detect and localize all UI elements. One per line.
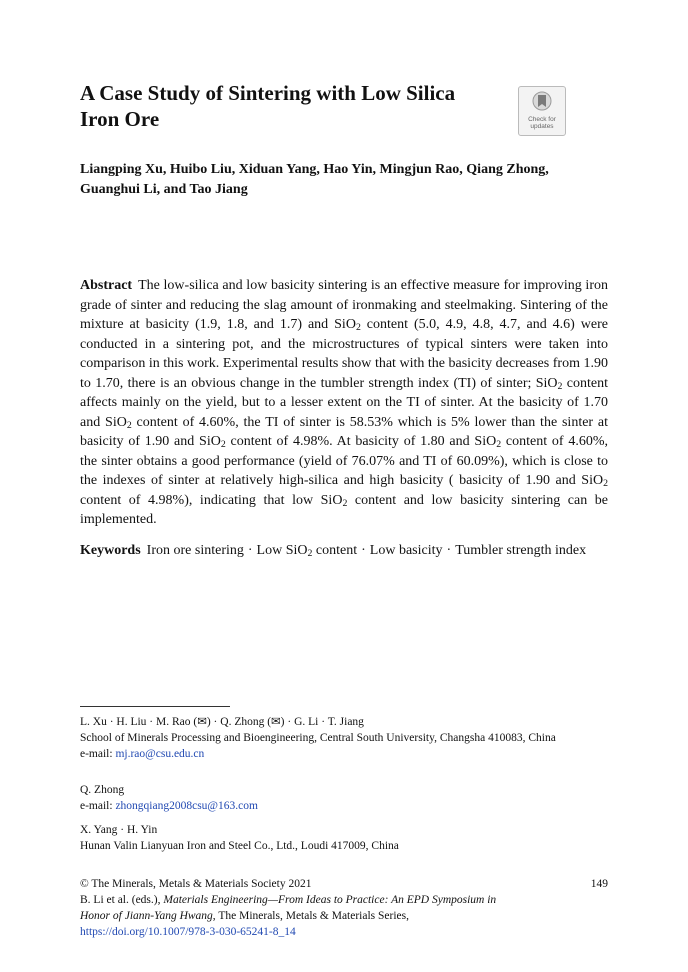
abstract-label: Abstract bbox=[80, 278, 133, 293]
subscript: 2 bbox=[220, 439, 226, 450]
citation bbox=[80, 892, 520, 924]
keyword: Low SiO bbox=[256, 543, 308, 558]
keyword: Low basicity bbox=[369, 543, 443, 558]
keyword-separator: · bbox=[247, 543, 253, 558]
footnote-affiliation: School of Minerals Processing and Bioengineering, Central South University, Changsha 410083, China bbox=[80, 732, 556, 744]
page-number: 149 bbox=[590, 878, 608, 890]
badge-line-1: Check for bbox=[528, 116, 556, 123]
footnote-authors: X. Yang · H. Yin bbox=[80, 824, 158, 836]
subscript: 2 bbox=[496, 439, 502, 450]
footnote-affiliation-2 bbox=[80, 782, 600, 814]
citation-suffix: , The Minerals, Metals & Materials Series, bbox=[212, 910, 409, 922]
subscript: 2 bbox=[603, 478, 608, 489]
email-label: e-mail: bbox=[80, 800, 113, 812]
keywords bbox=[80, 541, 608, 561]
footnote-authors: L. Xu · H. Liu · M. Rao (✉) · Q. Zhong (✉) · G. Li · T. Jiang bbox=[80, 716, 364, 728]
subscript: 2 bbox=[355, 322, 361, 333]
footnote-affiliation: Hunan Valin Lianyuan Iron and Steel Co., Ltd., Loudi 417009, China bbox=[80, 840, 399, 852]
subscript: 2 bbox=[557, 380, 563, 392]
keyword-separator: · bbox=[361, 543, 366, 558]
keyword-separator: · bbox=[446, 543, 452, 558]
book-title: Materials Engineering—From Ideas to Practice: An EPD Symposium in Honor of Jiann-Yang Hwang bbox=[80, 894, 497, 922]
abstract-text: content of 4.98%), indicating that low SiO bbox=[80, 492, 343, 508]
keyword: content bbox=[315, 543, 358, 558]
keyword: Iron ore sintering bbox=[146, 543, 244, 558]
email-link[interactable]: mj.rao@csu.edu.cn bbox=[115, 748, 205, 760]
email-label: e-mail: bbox=[80, 748, 113, 760]
footnote-affiliation-3 bbox=[80, 822, 600, 854]
subscript: 2 bbox=[342, 497, 348, 509]
abstract-text: content of 4.98%. At basicity of 1.80 and SiO bbox=[225, 434, 497, 449]
paper-title: A Case Study of Sintering with Low Silica Iron Ore bbox=[80, 81, 456, 131]
footnote-email-line bbox=[80, 746, 600, 762]
abstract bbox=[80, 276, 608, 530]
citation-prefix: B. Li et al. (eds.), bbox=[80, 894, 164, 906]
author-list: Liangping Xu, Huibo Liu, Xiduan Yang, Hao Yin, Mingjun Rao, Qiang Zhong, Guanghui Li, and Tao Jiang bbox=[80, 162, 549, 197]
footnote-email-line bbox=[80, 798, 600, 814]
subscript: 2 bbox=[307, 548, 313, 559]
keyword: Tumbler strength index bbox=[455, 543, 587, 558]
bookmark-icon bbox=[531, 91, 553, 115]
abstract-text: content (5.0, 4.9, 4.8, 4.7, and 4.6) were conducted in a sintering pot, and the microstructures of typical sinters were taken into comparison in this work. Experimental results show that with the basicity decreases from 1.90 to 1.70, there is an obvious change in the tumbler strength index (TI) of sinter; SiO bbox=[80, 317, 608, 391]
doi-link[interactable]: https://doi.org/10.1007/978-3-030-65241-8_14 bbox=[80, 926, 296, 938]
abstract-text: content affects mainly on the yield, but to a lesser extent on the TI of sinter. At the basicity of 1.70 and SiO bbox=[80, 375, 608, 430]
subscript: 2 bbox=[126, 419, 132, 431]
abstract-text: content and low basicity sintering can be implemented. bbox=[80, 492, 608, 527]
footnote-divider bbox=[80, 706, 230, 707]
publication-info bbox=[80, 876, 520, 940]
footnote-affiliation-1 bbox=[80, 714, 600, 762]
abstract-text: content of 4.60%, the TI of sinter is 58.53% which is 5% lower than the sinter at basicity of 1.90 and SiO bbox=[80, 414, 609, 449]
abstract-text: content of 4.60%, the sinter obtains a good performance (yield of 76.07% and TI of 60.09%), which is close to the indexes of sinter at relatively high-silica and high basicity ( basicity of 1.90 and SiO bbox=[80, 434, 608, 488]
copyright: © The Minerals, Metals & Materials Society 2021 bbox=[80, 878, 312, 890]
badge-line-2: updates bbox=[530, 123, 554, 130]
keywords-label: Keywords bbox=[80, 543, 141, 558]
abstract-text: The low-silica and low basicity sintering is an effective measure for improving iron grade of sinter and reducing the slag amount of ironmaking and steelmaking. Sintering of the mixture at basicity (1.9, 1.8, and 1.7) and SiO bbox=[80, 278, 608, 332]
check-for-updates-badge[interactable] bbox=[518, 86, 566, 136]
email-link[interactable]: zhongqiang2008csu@163.com bbox=[115, 800, 258, 812]
footnote-authors: Q. Zhong bbox=[80, 784, 125, 796]
